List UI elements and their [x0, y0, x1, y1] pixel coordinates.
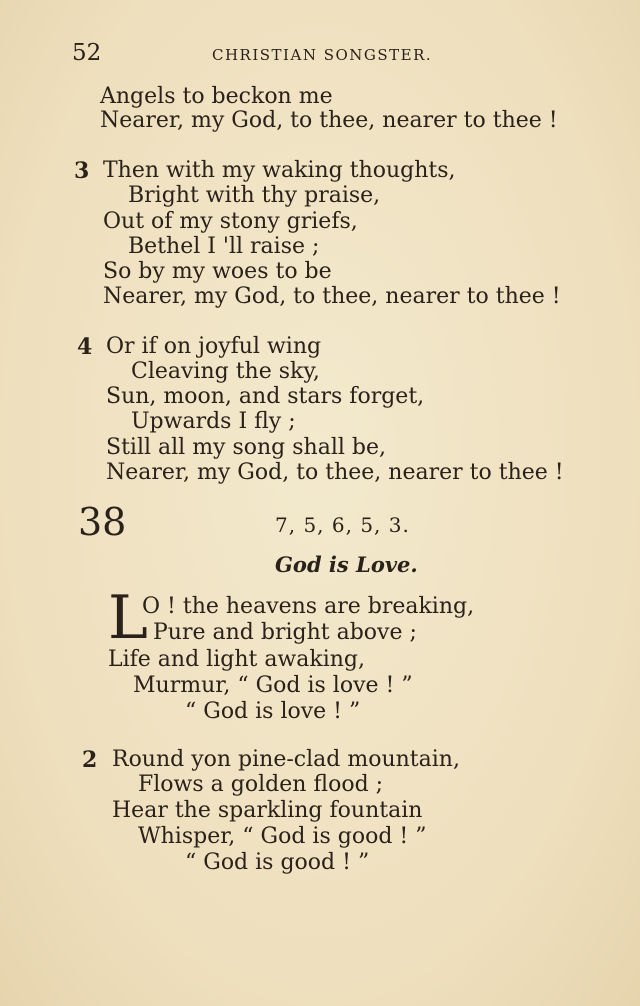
verse-line: Bright with thy praise, — [128, 183, 381, 208]
verse-line: Out of my stony griefs, — [103, 209, 358, 234]
verse-line: Nearer, my God, to thee, nearer to thee ! — [106, 460, 564, 485]
page-number: 52 — [72, 40, 102, 66]
verse-line: Upwards I fly ; — [131, 409, 296, 434]
stanza-number: 2 — [82, 747, 98, 773]
verse-line: Life and light awaking, — [108, 647, 365, 672]
hymn-title: God is Love. — [275, 552, 418, 577]
verse-line: So by my woes to be — [103, 259, 332, 284]
verse-line: Flows a golden flood ; — [138, 772, 384, 797]
verse-line: Still all my song shall be, — [106, 435, 386, 460]
verse-line: Round yon pine-clad mountain, — [112, 747, 460, 772]
hymn-meter: 7, 5, 6, 5, 3. — [275, 513, 410, 537]
verse-line: O ! the heavens are breaking, — [142, 594, 475, 619]
verse-line: Bethel I 'll raise ; — [128, 234, 320, 259]
page-header — [72, 40, 472, 70]
verse-line: Cleaving the sky, — [131, 359, 320, 384]
verse-line: Nearer, my God, to thee, nearer to thee ! — [100, 108, 558, 133]
verse-line: “ God is good ! ” — [185, 850, 370, 875]
stanza-number: 3 — [74, 158, 90, 184]
verse-line: Nearer, my God, to thee, nearer to thee ! — [103, 284, 561, 309]
verse-line: Hear the sparkling fountain — [112, 798, 423, 823]
verse-line: Whisper, “ God is good ! ” — [138, 824, 427, 849]
verse-line: Pure and bright above ; — [153, 620, 417, 645]
verse-line: Or if on joyful wing — [106, 334, 322, 359]
verse-line: “ God is love ! ” — [185, 699, 361, 724]
running-title: CHRISTIAN SONGSTER. — [212, 46, 433, 64]
verse-line: Murmur, “ God is love ! ” — [133, 673, 413, 698]
hymn-number: 38 — [78, 500, 127, 544]
stanza-number: 4 — [77, 334, 93, 360]
verse-line: Angels to beckon me — [100, 84, 333, 109]
verse-line: Then with my waking thoughts, — [103, 158, 456, 183]
drop-cap: L — [108, 583, 148, 653]
verse-line: Sun, moon, and stars forget, — [106, 384, 425, 409]
